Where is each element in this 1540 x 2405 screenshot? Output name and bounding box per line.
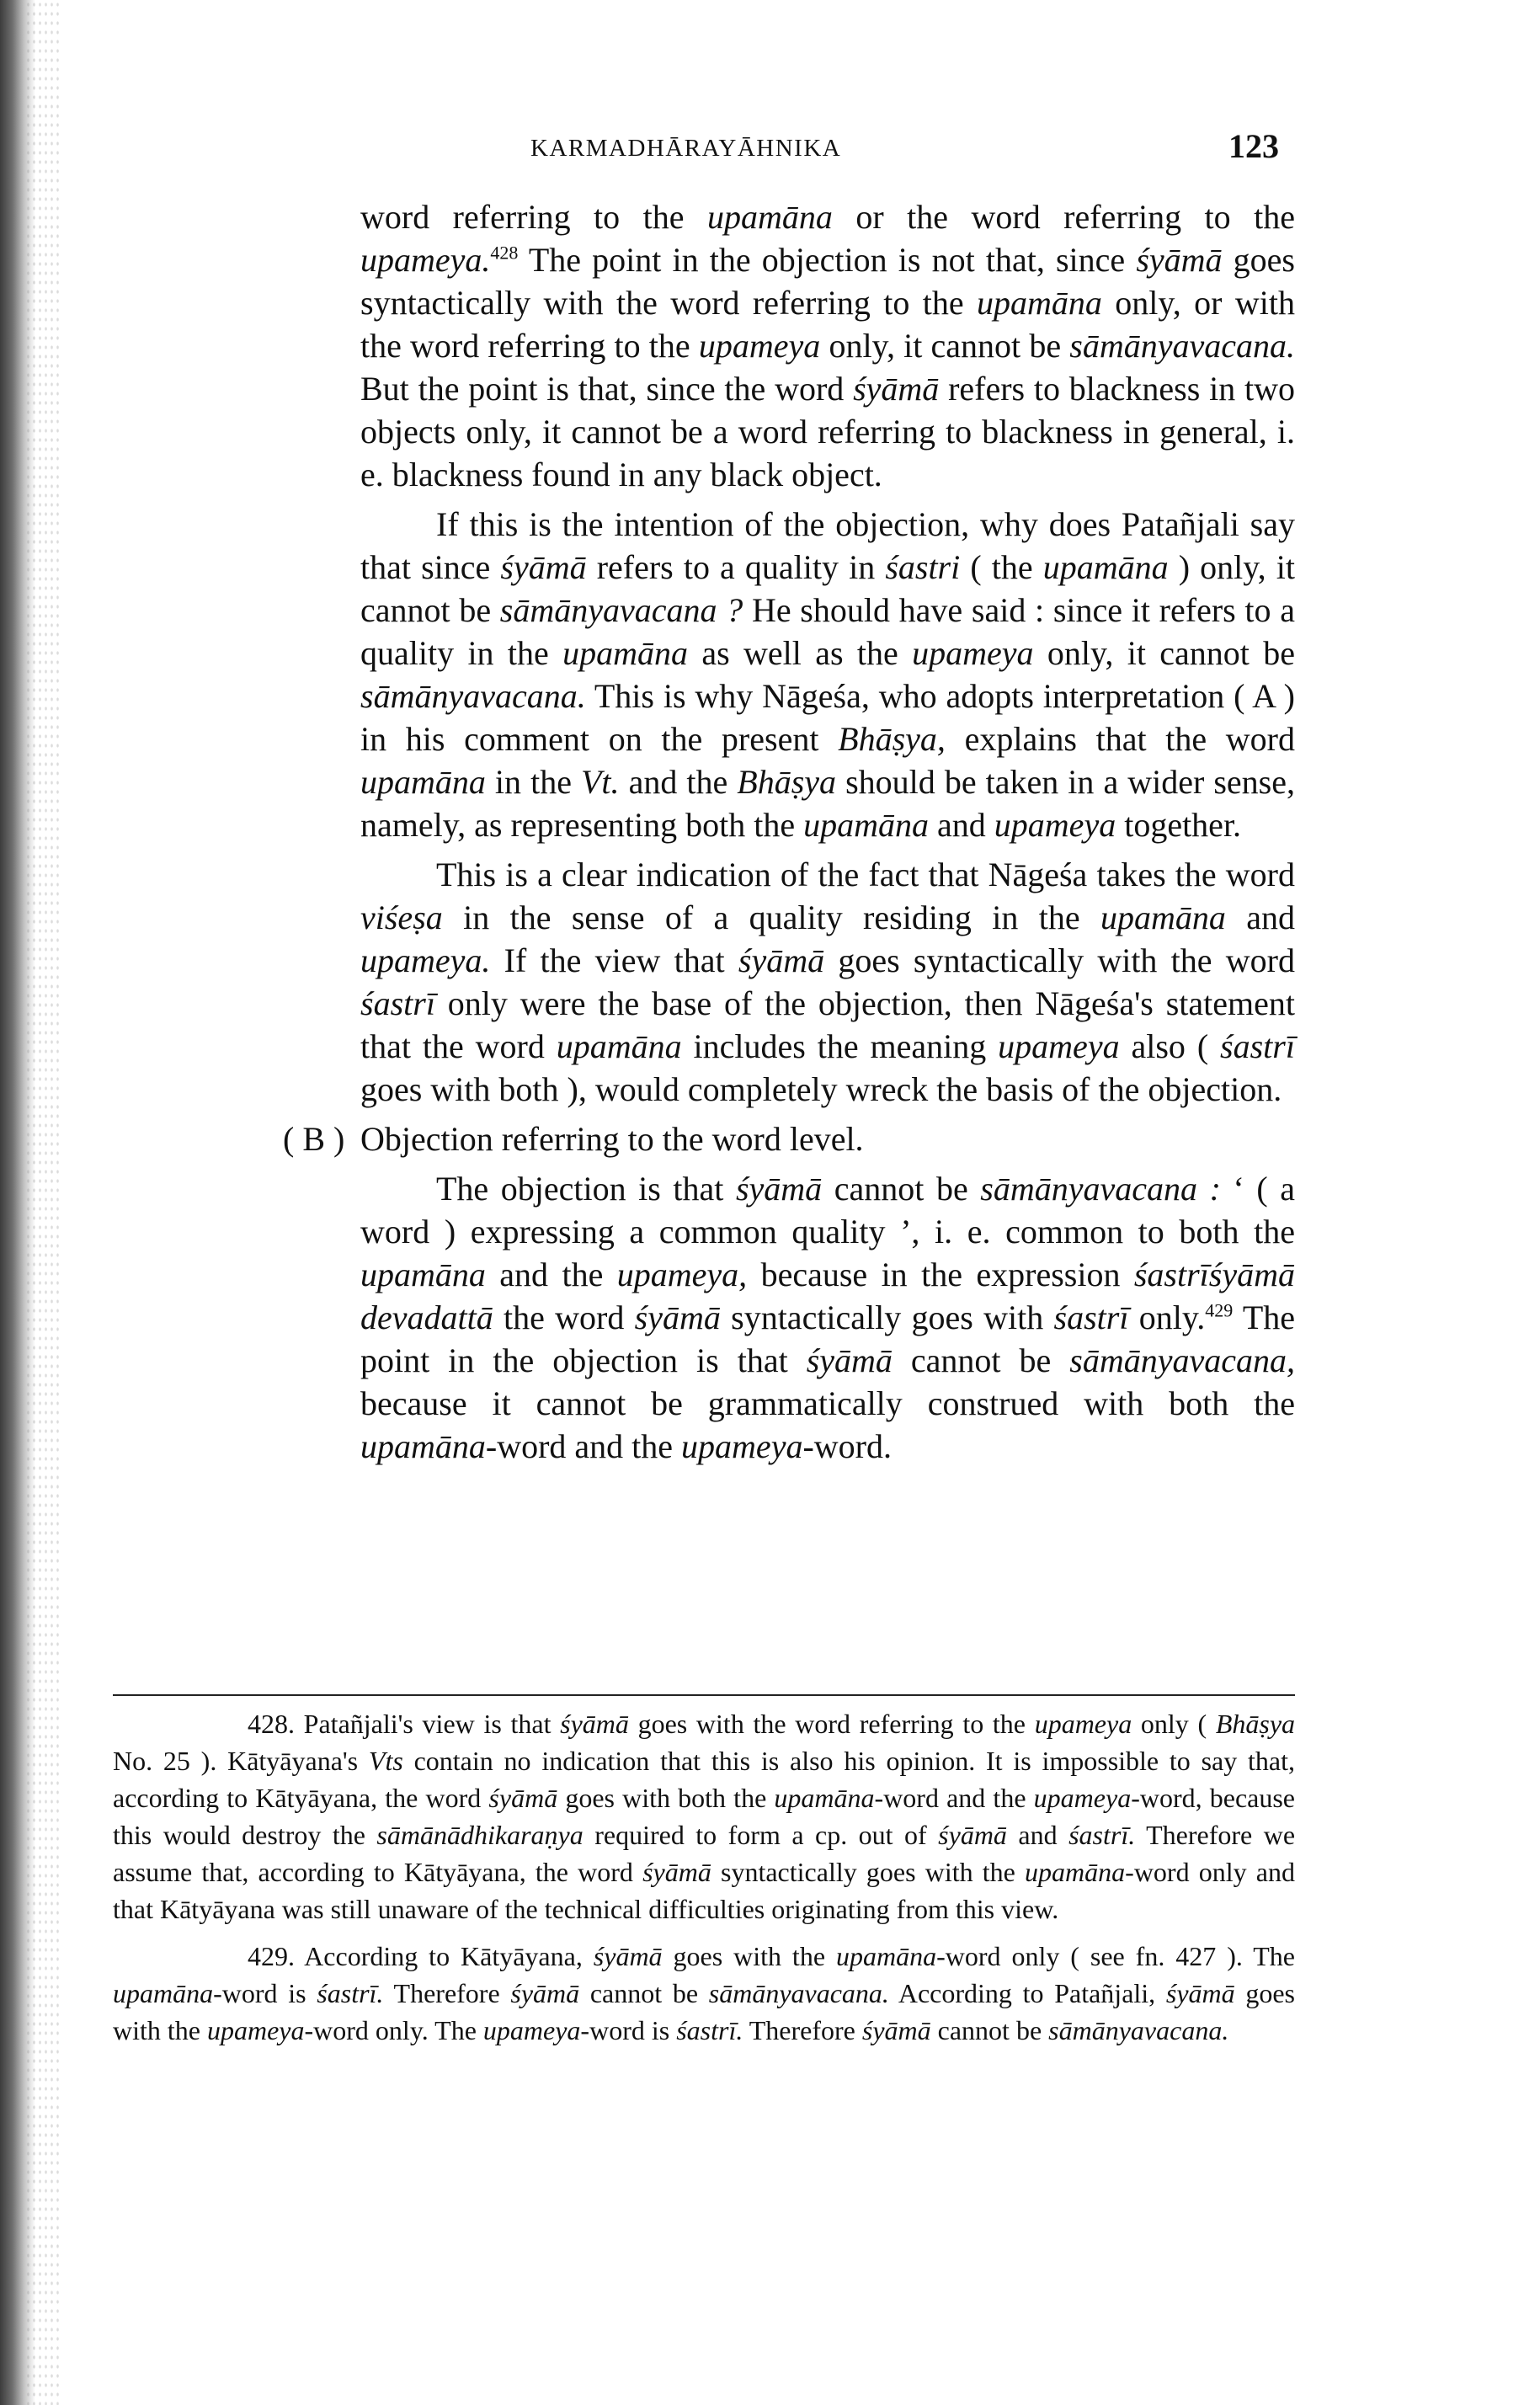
- italic-term: viśeṣa: [360, 899, 443, 936]
- text-run: word referring to the: [360, 198, 707, 236]
- italic-term: śyāmā: [1165, 1978, 1235, 2008]
- text-run: refers to a quality in: [586, 548, 886, 586]
- italic-term: upamāna: [774, 1783, 875, 1813]
- footnotes: [113, 1705, 1295, 2059]
- italic-term: śyāmā: [738, 941, 825, 979]
- italic-term: upameya: [482, 2015, 581, 2045]
- page-number: 123: [1228, 127, 1279, 165]
- text-run: If the view that: [490, 941, 738, 979]
- italic-term: upamāna: [976, 284, 1102, 322]
- text-run: only, it cannot be: [820, 327, 1070, 365]
- italic-term: śastrī.: [676, 2015, 743, 2045]
- footnote-ref: 429: [1205, 1299, 1234, 1321]
- text-run: and: [1006, 1820, 1069, 1850]
- section-b-heading: [283, 1117, 1295, 1160]
- italic-term: upamāna: [803, 806, 930, 844]
- text-run: together.: [1116, 806, 1242, 844]
- text-run: only were the base of the objection, then Nāgeśa's statement that the word: [360, 984, 1295, 1065]
- italic-term: upameya: [1034, 1709, 1132, 1739]
- text-run: explains that the word: [945, 720, 1296, 758]
- text-run: -word only and that Kātyāyana was still unaware of the technical difficulties originating from this view.: [113, 1857, 1296, 1924]
- text-run: syntactically goes with the: [711, 1857, 1026, 1887]
- italic-term: upamāna: [360, 763, 486, 801]
- italic-term: upamāna: [1100, 899, 1226, 936]
- italic-term: śyāmā: [560, 1709, 629, 1739]
- italic-term: sāmānyavacana.: [1069, 327, 1295, 365]
- italic-term: śyāmā: [500, 548, 587, 586]
- italic-term: śyāmā: [642, 1857, 711, 1887]
- text-run: goes syntactically with the word referring to the: [360, 241, 1295, 322]
- paragraph-2: [360, 503, 1295, 846]
- italic-term: sāmānyavacana.: [1048, 2015, 1229, 2045]
- italic-term: sāmānyavacana.: [360, 677, 586, 715]
- italic-term: upamāna: [1042, 548, 1169, 586]
- text-run: only.: [1128, 1298, 1206, 1336]
- paragraph-3: [360, 853, 1295, 1111]
- text-run: and the: [485, 1256, 617, 1293]
- italic-term: upameya: [994, 806, 1116, 844]
- italic-term: upamāna: [1025, 1857, 1126, 1887]
- italic-term: upamāna: [556, 1027, 682, 1065]
- page-header: [530, 126, 1279, 177]
- text-run: 428. Patañjali's view is that: [248, 1709, 561, 1739]
- italic-term: upamāna: [360, 1427, 486, 1465]
- italic-term: śyāmā: [634, 1298, 721, 1336]
- italic-term: upamāna: [360, 1256, 486, 1293]
- italic-term: sāmānādhikaraṇya: [376, 1820, 583, 1850]
- italic-term: upameya: [912, 634, 1034, 672]
- text-run: The point in the objection is that: [360, 1298, 1296, 1379]
- text-run: -word, because this would destroy the: [113, 1783, 1296, 1850]
- italic-term: Vt.: [581, 763, 620, 801]
- text-run: cannot be: [579, 1978, 709, 2008]
- italic-term: sāmānyavacana.: [708, 1978, 889, 2008]
- italic-term: śastrī: [360, 984, 435, 1022]
- text-run: only (: [1132, 1709, 1216, 1739]
- italic-term: Bhāṣya: [1215, 1709, 1296, 1739]
- text-run: -word only ( see fn. 427 ). The: [936, 1941, 1296, 1971]
- text-run: If this is the intention of the objection, why does Patañjali say that since: [360, 505, 1295, 586]
- text-run: contain no indication that this is also his opinion. It is impossible to say that, according to Kātyāyana, the word: [113, 1746, 1296, 1813]
- text-run: in the: [485, 763, 581, 801]
- text-run: ( the: [960, 548, 1043, 586]
- section-b-marker: ( B ): [283, 1120, 345, 1158]
- text-run: as well as the: [688, 634, 913, 672]
- italic-term: upamāna: [562, 634, 688, 672]
- italic-term: upameya: [681, 1427, 803, 1465]
- text-run: only, it cannot be: [1033, 634, 1295, 672]
- text-run: The point in the objection is not that, since: [518, 241, 1137, 279]
- italic-term: sāmānyavacana :: [980, 1170, 1221, 1208]
- italic-term: upameya,: [616, 1256, 748, 1293]
- italic-term: śastrī.: [317, 1978, 384, 2008]
- text-run: and: [929, 806, 994, 844]
- italic-term: śyāmā: [488, 1783, 558, 1813]
- text-run: required to form a cp. out of: [583, 1820, 939, 1850]
- text-run: -word and the: [485, 1427, 682, 1465]
- text-run: goes with both ), would completely wreck the basis of the objection.: [360, 1070, 1282, 1108]
- text-run: goes with the: [113, 1978, 1296, 2045]
- text-run: and the: [619, 763, 738, 801]
- text-run: includes the meaning: [681, 1027, 999, 1065]
- italic-term: śyāmā: [735, 1170, 823, 1208]
- italic-term: upameya: [1033, 1783, 1132, 1813]
- italic-term: upameya.: [360, 941, 491, 979]
- italic-term: upameya.: [360, 241, 491, 279]
- italic-term: sāmānyavacana,: [1069, 1341, 1296, 1379]
- text-run: should be taken in a wider sense, namely, as representing both the: [360, 763, 1295, 844]
- text-run: goes with the word referring to the: [628, 1709, 1035, 1739]
- section-b-paragraph: [360, 1167, 1295, 1468]
- text-run: and: [1225, 899, 1295, 936]
- footnote-429: [113, 1938, 1295, 2049]
- italic-term: upameya: [206, 2015, 305, 2045]
- text-run: He should have said : since it refers to a quality in the: [360, 591, 1296, 672]
- text-run: refers to blackness in two objects only, it cannot be a word referring to blackness in general, i. e. blackness found in any black object.: [360, 370, 1295, 493]
- text-run: But the point is that, since the word: [360, 370, 854, 408]
- italic-term: śastrīśyāmā devadattā: [360, 1256, 1295, 1336]
- scan-binding-speckle: [25, 0, 59, 2405]
- italic-term: śyāmā: [593, 1941, 663, 1971]
- text-run: the word: [493, 1298, 635, 1336]
- italic-term: śastrī: [1220, 1027, 1295, 1065]
- text-run: or the word referring to the: [832, 198, 1295, 236]
- italic-term: śyāmā: [861, 2015, 931, 2045]
- text-run: According to Patañjali,: [888, 1978, 1166, 2008]
- italic-term: śyāmā: [938, 1820, 1007, 1850]
- italic-term: upamāna: [706, 198, 833, 236]
- text-run: because it cannot be grammatically construed with both the: [360, 1384, 1295, 1422]
- text-run: cannot be: [892, 1341, 1070, 1379]
- running-head: KARMADHĀRAYĀHNIKA: [530, 135, 842, 162]
- text-run: 429. According to Kātyāyana,: [248, 1941, 594, 1971]
- italic-term: upameya: [998, 1027, 1120, 1065]
- italic-term: sāmānyavacana ?: [499, 591, 743, 629]
- footnote-ref: 428: [490, 242, 519, 264]
- text-run: goes syntactically with the word: [824, 941, 1295, 979]
- text-run: cannot be: [822, 1170, 981, 1208]
- text-run: The objection is that: [436, 1170, 736, 1208]
- text-run: cannot be: [930, 2015, 1049, 2045]
- text-run: -word is: [580, 2015, 677, 2045]
- text-run: -word only. The: [304, 2015, 483, 2045]
- italic-term: Vts: [368, 1746, 403, 1776]
- text-run: Therefore: [743, 2015, 862, 2045]
- text-run: goes with both the: [557, 1783, 775, 1813]
- italic-term: śyāmā: [1136, 241, 1223, 279]
- text-run: ) only, it cannot be: [360, 548, 1296, 629]
- text-run: -word.: [802, 1427, 892, 1465]
- text-run: Therefore we assume that, according to Kātyāyana, the word: [113, 1820, 1296, 1887]
- italic-term: śyāmā: [510, 1978, 580, 2008]
- text-run: No. 25 ). Kātyāyana's: [113, 1746, 369, 1776]
- text-run: goes with the: [662, 1941, 836, 1971]
- text-run: Therefore: [383, 1978, 511, 2008]
- footnote-divider: [113, 1694, 1295, 1696]
- italic-term: śastrī.: [1068, 1820, 1136, 1850]
- text-run: syntactically goes with: [720, 1298, 1054, 1336]
- italic-term: śastri: [885, 548, 961, 586]
- text-run: This is a clear indication of the fact that Nāgeśa takes the word: [436, 856, 1295, 893]
- text-run: because in the expression: [747, 1256, 1134, 1293]
- text-run: This is why Nāgeśa, who adopts interpretation ( A ) in his comment on the present: [360, 677, 1295, 758]
- main-text: [283, 195, 1296, 1474]
- italic-term: śyāmā: [853, 370, 940, 408]
- text-run: in the sense of a quality residing in the: [442, 899, 1100, 936]
- italic-term: Bhāṣya: [737, 763, 837, 801]
- italic-term: upamāna: [835, 1941, 937, 1971]
- paragraph-1: [360, 195, 1295, 496]
- italic-term: śyāmā: [806, 1341, 893, 1379]
- italic-term: upameya: [698, 327, 821, 365]
- text-run: also (: [1119, 1027, 1221, 1065]
- text-run: -word and the: [874, 1783, 1034, 1813]
- footnote-428: [113, 1705, 1295, 1928]
- italic-term: upamāna: [113, 1978, 214, 2008]
- text-run: ‘ ( a word ) expressing a common quality ’, i. e. common to both the: [360, 1170, 1295, 1250]
- italic-term: Bhāṣya,: [838, 720, 946, 758]
- section-b-title: Objection referring to the word level.: [360, 1120, 864, 1158]
- text-run: -word is: [213, 1978, 317, 2008]
- text-run: only, or with the word referring to the: [360, 284, 1296, 365]
- italic-term: śastrī: [1053, 1298, 1129, 1336]
